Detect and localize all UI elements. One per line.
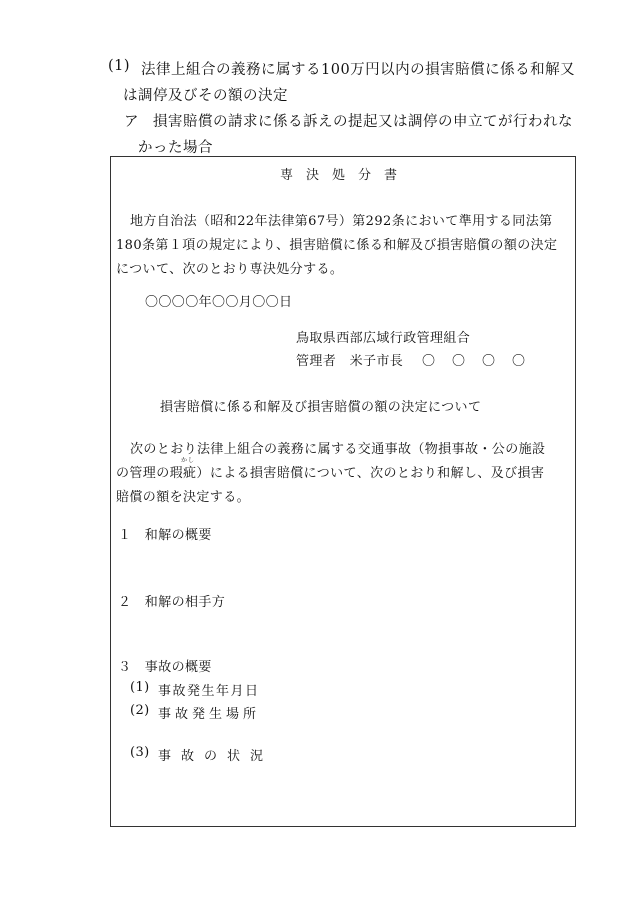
section-3-heading: ３ 事故の概要 <box>118 660 212 675</box>
para2-line-2-pre: の管理の <box>116 466 170 481</box>
section-2-heading: ２ 和解の相手方 <box>118 595 226 610</box>
subject-line: 損害賠償に係る和解及び損害賠償の額の決定について <box>160 400 482 415</box>
item-1-line-1: 法律上組合の義務に属する100万円以内の損害賠償に係る和解又 <box>141 62 576 78</box>
sub-1-marker: (1) <box>130 680 150 695</box>
para1-line-2: 180条第１項の規定により、損害賠償に係る和解及び損害賠償の額の決定 <box>116 238 558 253</box>
sub-1-label: 事故発生年月日 <box>158 684 260 699</box>
organization-name: 鳥取県西部広域行政管理組合 <box>296 331 471 346</box>
para2-line-1: 次のとおり法律上組合の義務に属する交通事故（物損事故・公の施設 <box>130 442 546 457</box>
disposition-date: 〇〇〇〇年〇〇月〇〇日 <box>145 295 293 310</box>
sub-3-marker: (3) <box>130 745 150 760</box>
form-title: 専決処分書 <box>280 168 411 183</box>
para2-line-2 <box>116 462 544 481</box>
manager-name: 〇 〇 〇 〇 <box>422 354 528 369</box>
sub-a-line-2: かった場合 <box>138 140 213 156</box>
section-1-heading: １ 和解の概要 <box>118 528 212 543</box>
para1-line-3: について、次のとおり専決処分する。 <box>116 262 344 277</box>
ruby-kashi: かし <box>181 457 196 464</box>
para2-defect-word: 瑕疵 <box>169 466 197 481</box>
sub-3-label: 事故の状況 <box>158 749 274 764</box>
para1-line-1: 地方自治法（昭和22年法律第67号）第292条において準用する同法第 <box>130 214 553 229</box>
item-1-line-2: は調停及びその額の決定 <box>123 88 288 104</box>
item-1-marker: (1) <box>108 58 131 74</box>
sub-a-marker: ア <box>124 114 139 130</box>
para2-line-3: 賠償の額を決定する。 <box>116 490 251 505</box>
manager-title: 管理者 米子市長 <box>296 354 404 369</box>
sub-a-line-1: 損害賠償の請求に係る訴えの提起又は調停の申立てが行われな <box>153 114 573 130</box>
para2-line-2-post: ）による損害賠償について、次のとおり和解し、及び損害 <box>196 466 545 481</box>
sub-2-marker: (2) <box>130 703 150 718</box>
sub-2-label: 事故発生場所 <box>158 707 261 722</box>
